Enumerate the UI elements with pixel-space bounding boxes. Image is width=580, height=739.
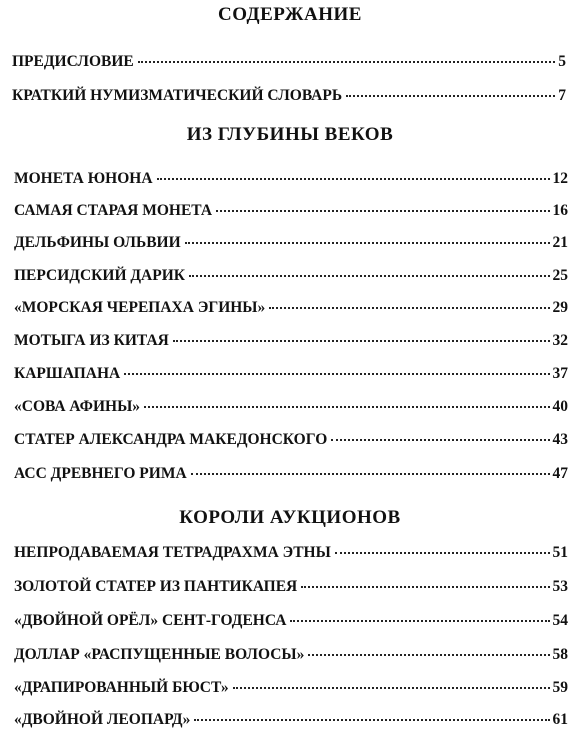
dot-leader xyxy=(233,687,550,689)
toc-entry-page: 40 xyxy=(552,398,568,415)
toc-entry-preface[interactable] xyxy=(12,53,566,71)
toc-entry[interactable] xyxy=(14,578,568,596)
toc-entry-dictionary[interactable] xyxy=(12,87,566,105)
toc-entry[interactable] xyxy=(14,612,568,630)
toc-entry-title: МОНЕТА ЮНОНА xyxy=(14,170,153,187)
toc-entry-page: 5 xyxy=(558,53,566,70)
toc-entry[interactable] xyxy=(14,299,568,317)
toc-entry-page: 37 xyxy=(552,365,568,382)
dot-leader xyxy=(191,473,550,475)
dot-leader xyxy=(346,95,555,97)
toc-entry-title: «ДРАПИРОВАННЫЙ БЮСТ» xyxy=(14,679,229,696)
toc-entry[interactable] xyxy=(14,679,568,697)
toc-entry-page: 32 xyxy=(552,332,568,349)
toc-entry-title: ЗОЛОТОЙ СТАТЕР ИЗ ПАНТИКАПЕЯ xyxy=(14,578,298,595)
toc-entry-page: 21 xyxy=(552,234,568,251)
toc-entry-title: АСС ДРЕВНЕГО РИМА xyxy=(14,465,187,482)
dot-leader xyxy=(331,439,549,441)
toc-entry-title: «СОВА АФИНЫ» xyxy=(14,398,141,415)
page-title: СОДЕРЖАНИЕ xyxy=(218,4,362,25)
dot-leader xyxy=(194,719,549,721)
dot-leader xyxy=(124,373,549,375)
toc-entry-title: КАРШАПАНА xyxy=(14,365,121,382)
toc-entry-page: 12 xyxy=(552,170,568,187)
dot-leader xyxy=(138,61,556,63)
toc-entry[interactable] xyxy=(14,431,568,449)
toc-entry-page: 43 xyxy=(552,431,568,448)
toc-entry-title: «ДВОЙНОЙ ЛЕОПАРД» xyxy=(14,711,191,728)
dot-leader xyxy=(173,340,550,342)
toc-entry[interactable] xyxy=(14,170,568,188)
toc-entry[interactable] xyxy=(14,544,568,562)
dot-leader xyxy=(189,275,549,277)
dot-leader xyxy=(157,178,550,180)
dot-leader xyxy=(269,307,549,309)
toc-entry[interactable] xyxy=(14,646,568,664)
toc-entry-page: 59 xyxy=(552,679,568,696)
toc-entry-title: НЕПРОДАВАЕМАЯ ТЕТРАДРАХМА ЭТНЫ xyxy=(14,544,331,561)
toc-entry-title: ПРЕДИСЛОВИЕ xyxy=(12,53,134,70)
toc-entry-title: ДЕЛЬФИНЫ ОЛЬВИИ xyxy=(14,234,181,251)
toc-entry[interactable] xyxy=(14,234,568,252)
dot-leader xyxy=(144,406,549,408)
dot-leader xyxy=(290,620,549,622)
toc-entry-page: 58 xyxy=(552,646,568,663)
toc-entry-page: 53 xyxy=(552,578,568,595)
dot-leader xyxy=(335,552,550,554)
toc-entry-page: 16 xyxy=(552,202,568,219)
dot-leader xyxy=(185,242,550,244)
toc-entry[interactable] xyxy=(14,465,568,483)
section-heading-1: ИЗ ГЛУБИНЫ ВЕКОВ xyxy=(186,124,394,145)
dot-leader xyxy=(308,654,549,656)
toc-entry-title: ПЕРСИДСКИЙ ДАРИК xyxy=(14,267,186,284)
toc-entry[interactable] xyxy=(14,711,568,729)
toc-entry-page: 29 xyxy=(552,299,568,316)
toc-entry-title: КРАТКИЙ НУМИЗМАТИЧЕСКИЙ СЛОВАРЬ xyxy=(12,87,343,104)
toc-entry-page: 61 xyxy=(552,711,568,728)
dot-leader xyxy=(301,586,549,588)
toc-entry[interactable] xyxy=(14,365,568,383)
toc-entry-page: 51 xyxy=(552,544,568,561)
toc-entry[interactable] xyxy=(14,398,568,416)
toc-entry-page: 54 xyxy=(552,612,568,629)
toc-entry-title: «МОРСКАЯ ЧЕРЕПАХА ЭГИНЫ» xyxy=(14,299,266,316)
toc-entry-title: ДОЛЛАР «РАСПУЩЕННЫЕ ВОЛОСЫ» xyxy=(14,646,305,663)
toc-entry-title: СТАТЕР АЛЕКСАНДРА МАКЕДОНСКОГО xyxy=(14,431,328,448)
toc-entry-page: 7 xyxy=(558,87,566,104)
toc-entry[interactable] xyxy=(14,202,568,220)
toc-entry-title: «ДВОЙНОЙ ОРЁЛ» СЕНТ-ГОДЕНСА xyxy=(14,612,287,629)
dot-leader xyxy=(216,210,549,212)
toc-entry[interactable] xyxy=(14,332,568,350)
toc-entry-page: 47 xyxy=(552,465,568,482)
toc-entry-title: САМАЯ СТАРАЯ МОНЕТА xyxy=(14,202,213,219)
section-heading-2: КОРОЛИ АУКЦИОНОВ xyxy=(179,507,401,528)
toc-entry-title: МОТЫГА ИЗ КИТАЯ xyxy=(14,332,169,349)
toc-entry[interactable] xyxy=(14,267,568,285)
toc-entry-page: 25 xyxy=(552,267,568,284)
